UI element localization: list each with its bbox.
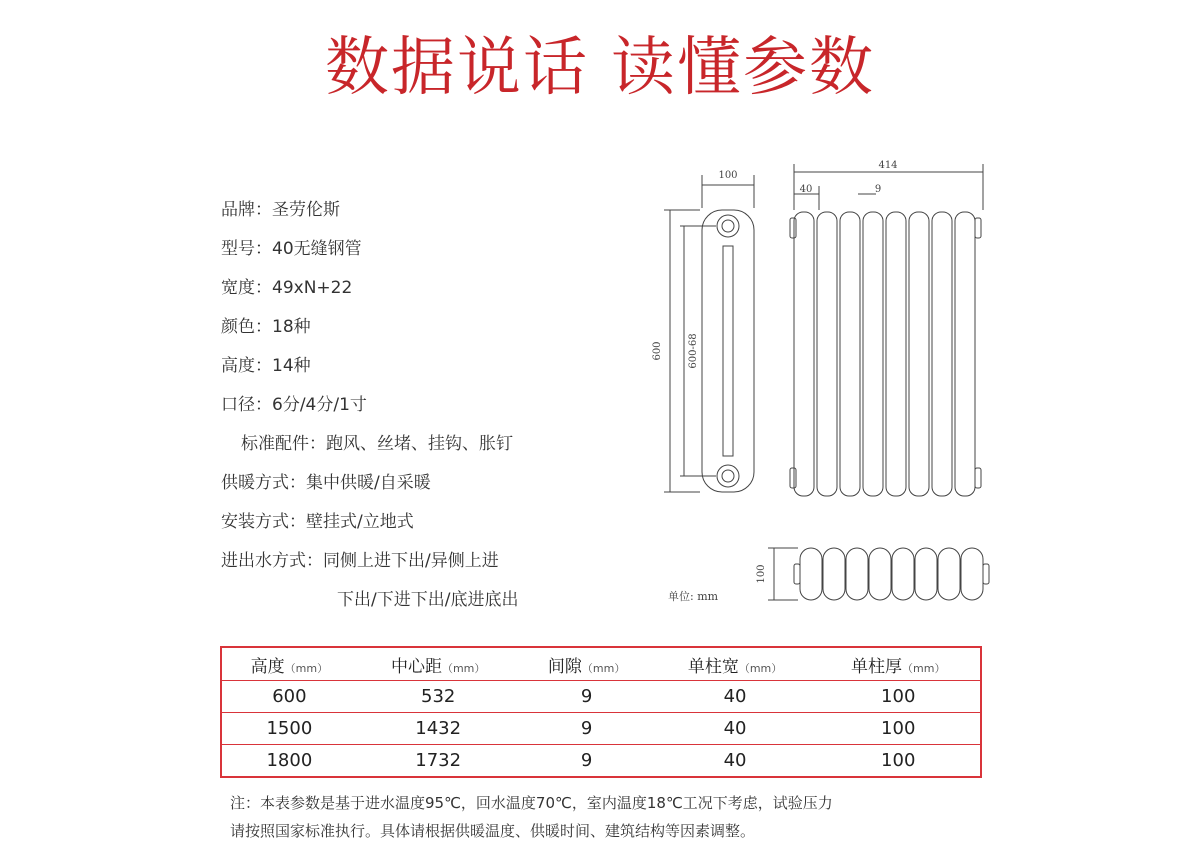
spec-label: 高度： <box>221 356 272 376</box>
footnote-line2: 请按照国家标准执行。具体请根据供暖温度、供暖时间、建筑结构等因素调整。 <box>230 822 756 840</box>
top-view <box>794 548 989 600</box>
spec-caliber <box>221 391 518 430</box>
dim-total-width: 414 <box>878 160 898 171</box>
spec-brand <box>221 196 518 235</box>
spec-value: 6分/4分/1寸 <box>272 395 367 415</box>
front-view <box>790 212 981 496</box>
spec-accessories <box>221 430 518 469</box>
spec-water-flow <box>221 547 518 586</box>
col-center-distance: 中心距（mm） <box>357 647 520 681</box>
spec-value: 40无缝钢管 <box>272 239 362 259</box>
spec-label: 型号： <box>221 239 272 259</box>
title-part1: 数据说话 <box>325 31 589 105</box>
spec-heating <box>221 469 518 508</box>
table-row: 1500 1432 9 40 100 <box>221 713 981 745</box>
spec-value: 14种 <box>272 356 311 376</box>
dim-gap: 9 <box>874 184 882 195</box>
radiator-drawing <box>630 150 1010 620</box>
spec-label: 颜色： <box>221 317 272 337</box>
spec-label: 品牌： <box>221 200 272 220</box>
table-header-row <box>221 647 981 681</box>
side-view-slot <box>723 246 733 456</box>
page-title <box>0 28 1200 108</box>
dim-height: 600 <box>652 341 663 361</box>
col-gap: 间隙（mm） <box>520 647 654 681</box>
bottom-pipe-outer <box>717 465 739 487</box>
col-column-width: 单柱宽（mm） <box>654 647 817 681</box>
dim-center: 600-68 <box>688 333 699 369</box>
col-height: 高度（mm） <box>221 647 357 681</box>
side-view-body <box>702 210 754 492</box>
top-pipe-inner <box>722 220 734 232</box>
spec-label: 宽度： <box>221 278 272 298</box>
spec-height <box>221 352 518 391</box>
spec-value: 49xN+22 <box>272 278 353 298</box>
spec-list <box>221 196 518 625</box>
param-table <box>220 646 982 778</box>
spec-label: 标准配件： <box>241 434 326 454</box>
dim-side-width: 100 <box>718 170 738 181</box>
spec-width <box>221 274 518 313</box>
dim-column-width: 40 <box>799 184 813 195</box>
spec-value: 同侧上进下出/异侧上进 <box>323 551 499 571</box>
spec-color <box>221 313 518 352</box>
spec-water-flow-cont <box>221 586 518 625</box>
title-part2: 读懂参数 <box>611 31 875 105</box>
table-row: 1800 1732 9 40 100 <box>266 750 916 771</box>
bottom-pipe-inner <box>722 470 734 482</box>
spec-install <box>221 508 518 547</box>
unit-label: 单位: mm <box>668 590 719 603</box>
spec-value: 18种 <box>272 317 311 337</box>
spec-model <box>221 235 518 274</box>
col-column-thickness: 单柱厚（mm） <box>816 647 981 681</box>
spec-value: 下出/下进下出/底进底出 <box>337 590 519 610</box>
spec-label: 供暖方式： <box>221 473 306 493</box>
top-pipe-outer <box>717 215 739 237</box>
spec-label: 进出水方式： <box>221 551 323 571</box>
spec-value: 集中供暖/自采暖 <box>306 473 431 493</box>
spec-value: 圣劳伦斯 <box>272 200 340 220</box>
spec-label: 安装方式： <box>221 512 306 532</box>
spec-value: 跑风、丝堵、挂钩、胀钉 <box>326 434 513 454</box>
dim-top-depth: 100 <box>756 564 767 584</box>
footnote <box>230 789 833 845</box>
spec-label: 口径： <box>221 395 272 415</box>
spec-value: 壁挂式/立地式 <box>306 512 414 532</box>
table-row: 600 532 9 40 100 <box>221 681 981 713</box>
footnote-line1: 注：本表参数是基于进水温度95℃，回水温度70℃，室内温度18℃工况下考虑，试验压力 <box>230 794 833 812</box>
